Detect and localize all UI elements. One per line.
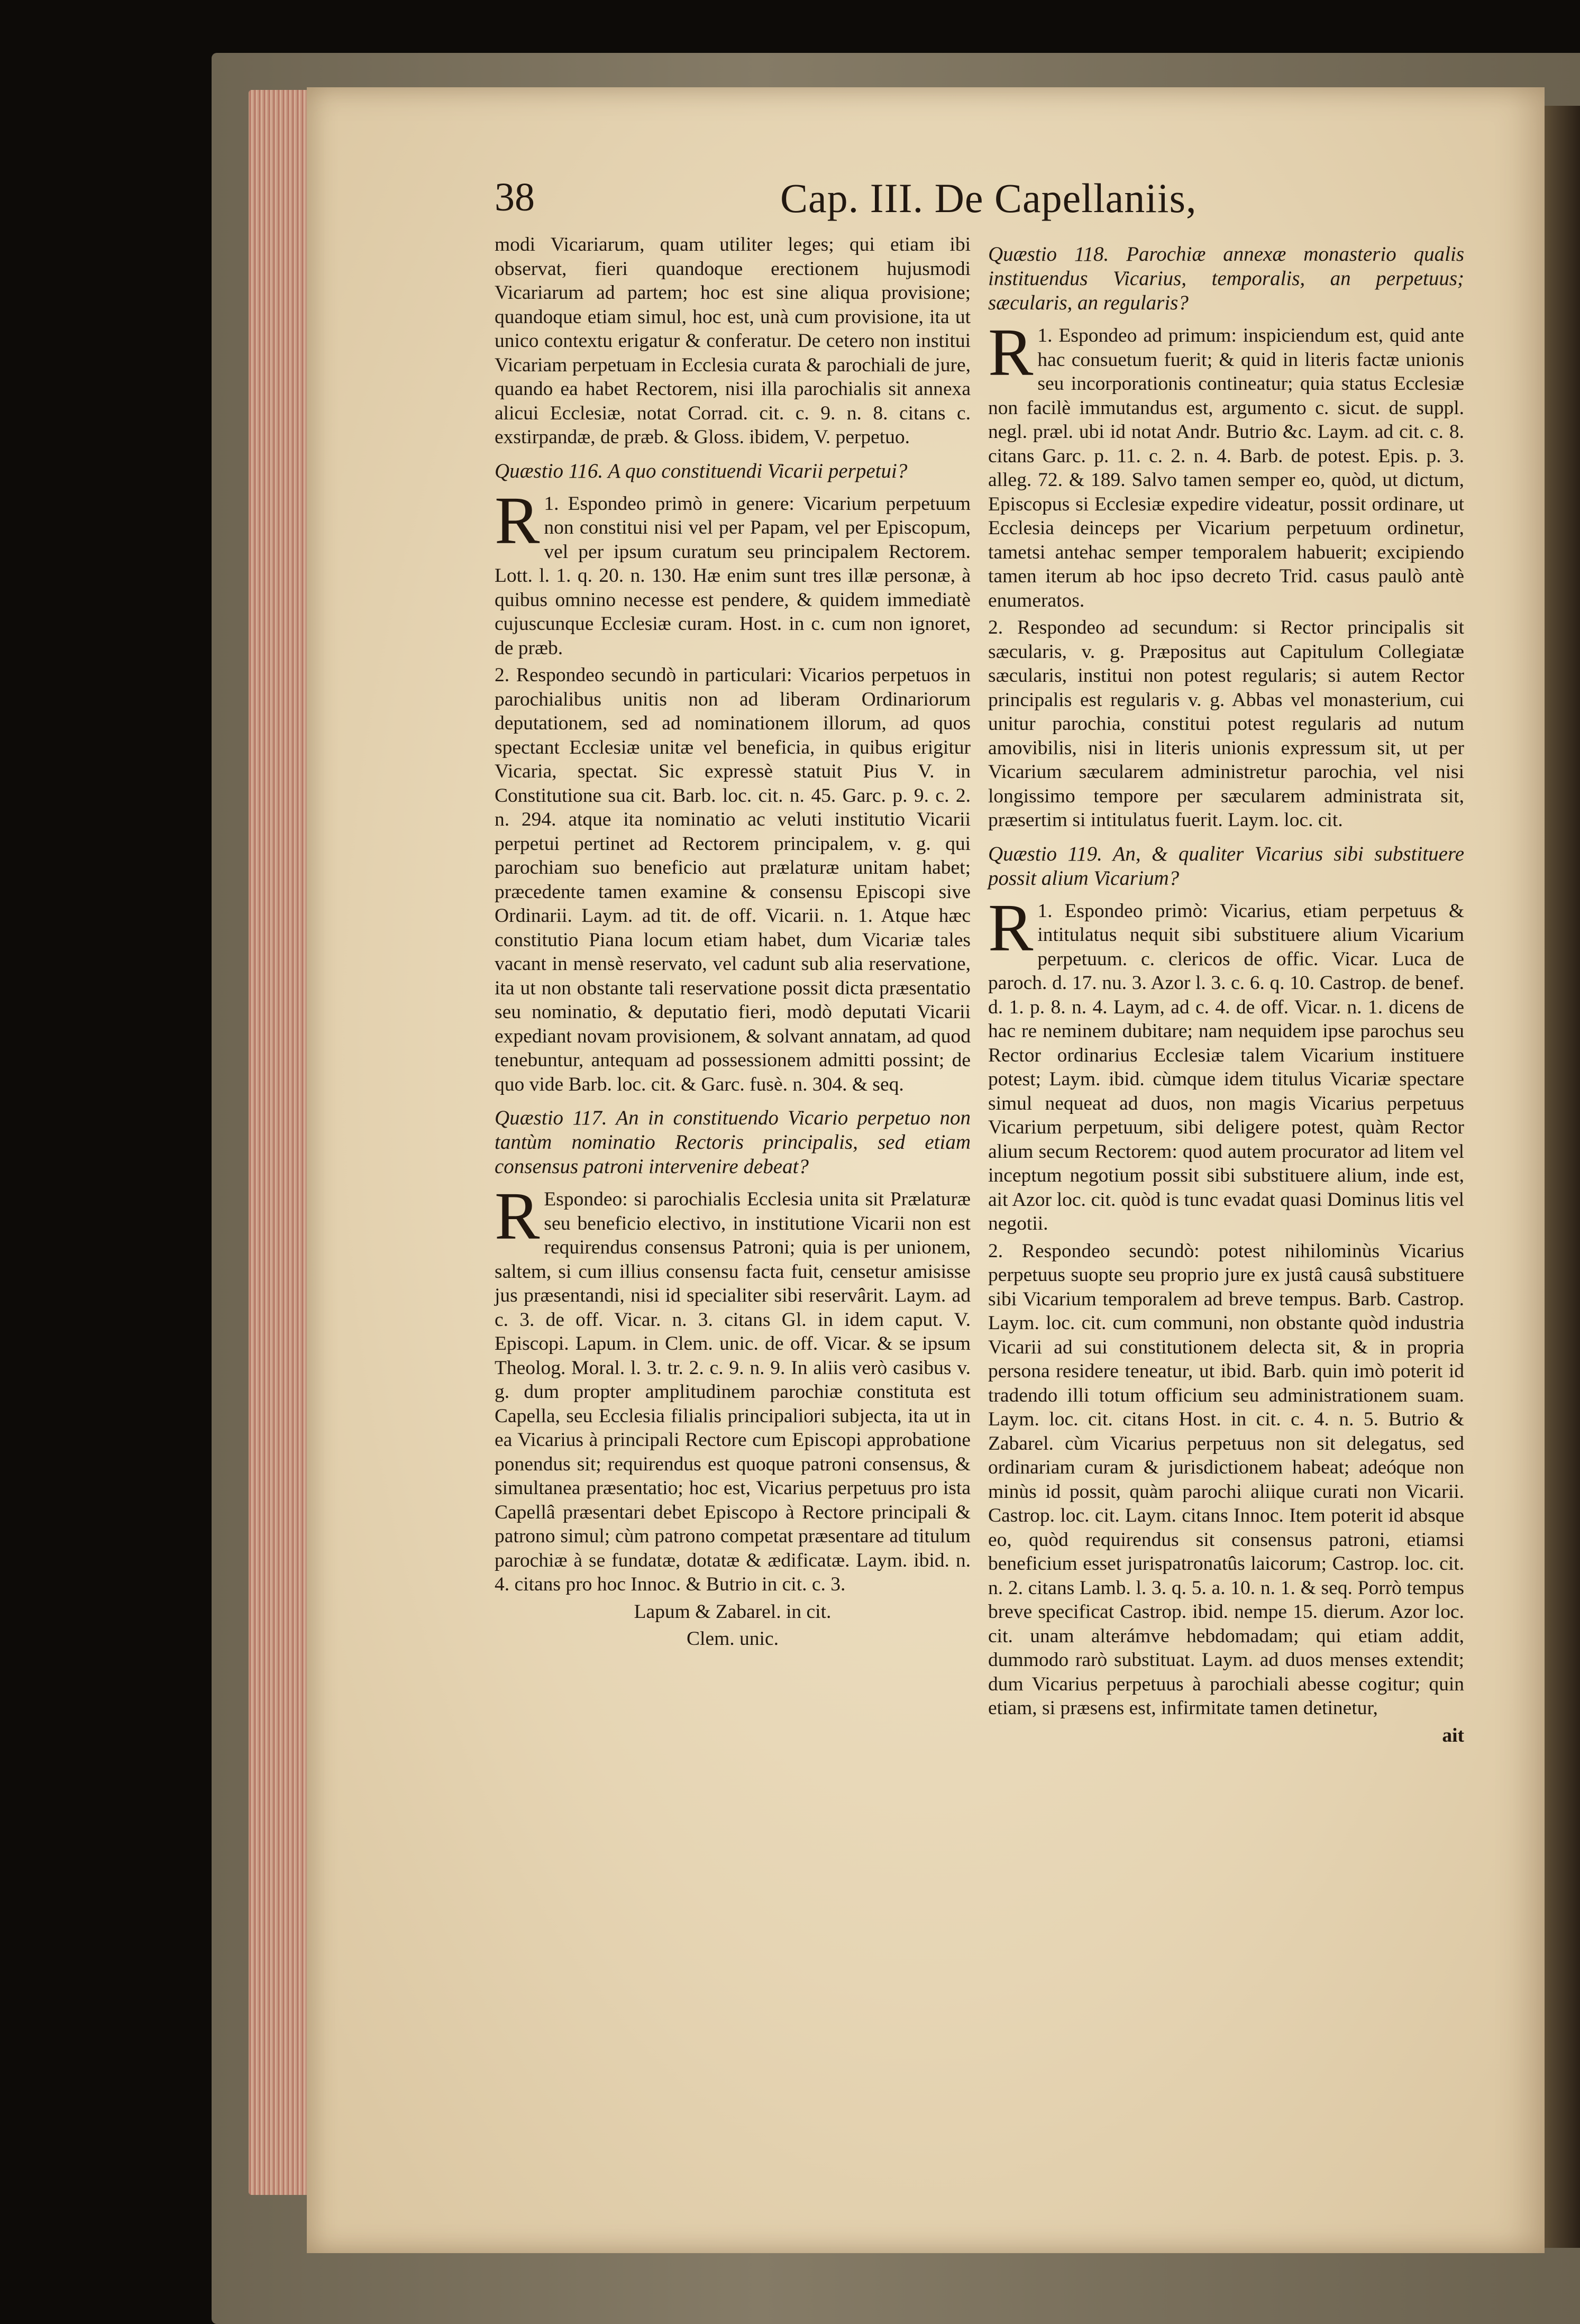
drop-capital: R xyxy=(988,890,1034,965)
question-text: An in constituendo Vicario perpetuo non tantùm nominatio Rectoris principalis, sed etiam consensus patroni intervenire debeat? xyxy=(495,1106,971,1178)
question-label: Quæstio 117. xyxy=(495,1106,607,1129)
running-head xyxy=(495,175,1515,233)
paragraph xyxy=(495,482,971,661)
paragraph-text: 2. Respondeo secundò: potest nihilominùs Vicarius perpetuus suopte seu proprio jure ex justâ causâ substituere sibi Vicarium temporalem ad breve tempus. Barb. Castrop. Laym. loc. cit. cum communi, non obstante quòd industria Vicarii ad sui constitutionem delecta sit, & in propria persona residere teneatur, ut ibid. Barb. quin imò poterit id tradendo illi totum officium seu administrationem suam. Laym. loc. cit. citans Host. in cit. c. 4. n. 5. Butrio & Zabarel. cùm Vicarius perpetuus non sit delegatus, sed ordinariam curam & jurisdictionem habeat; adeóque non minùs id possit, quàm parochi aliique curati non Vicarii. Castrop. loc. cit. Laym. citans Innoc. Item poterit id absque eo, quòd requirendus sit consensus patroni, etiamsi beneficium esset jurispatronatûs laicorum; Castrop. loc. cit. n. 2. citans Lamb. l. 3. q. 5. a. 10. n. 1. & seq. Porrò tempus breve specificat Castrop. ibid. nempe 15. dierum. Azor loc. cit. unam alterámve hebdomadam; qui etiam addit, dummodo rarò substituat. Laym. ad duos menses extendit; dum Vicarius perpetuus à parochiali abesse cogitur; quin etiam, si præsens est, infirmitate tamen detinetur, xyxy=(988,1240,1464,1719)
question-label: Quæstio 119. xyxy=(988,842,1102,865)
paragraph xyxy=(495,1178,971,1597)
question-text: Parochiæ annexæ monasterio qualis instituendus Vicarius, temporalis, an perpetuus; sæcularis, an regularis? xyxy=(988,243,1464,314)
paragraph-text: Espondeo: si parochialis Ecclesia unita sit Prælaturæ seu beneficio electivo, in institutione Vicarii non est requirendus consensus Patroni; quia is per unionem, saltem, si cum illius consensu facta fuit, censetur amisisse jus præsentandi, nisi id specialiter sibi reservârit. Laym. ad c. 3. de off. Vicar. n. 3. citans Gl. in idem caput. V. Episcopi. Lapum. in Clem. unic. de off. Vicar. & se ipsum Theolog. Moral. l. 3. tr. 2. c. 9. n. 9. In aliis verò casibus v. g. dum propter amplitudinem parochiæ constituta est Capella, seu Ecclesia filialis principaliori subjecta, ita ut in ea Vicarius à principali Rectore cum Episcopi approbatione ponendus sit; requirendus est quoque patroni consensus, & simultanea præsentatio; hoc est, Vicarius perpetuus pro ista Capellâ præsentari debet Episcopo à Rectore principali & patrono simul; cùm patrono competat præsentare ad titulum parochiæ à se fundatæ, dotatæ & ædificatæ. Laym. ibid. n. 4. citans pro hoc Innoc. & Butrio in cit. c. 3. xyxy=(495,1188,971,1595)
paragraph xyxy=(988,315,1464,612)
question-text: An, & qualiter Vicarius sibi substituere possit alium Vicarium? xyxy=(988,842,1465,890)
paragraph xyxy=(495,233,971,450)
paragraph-text: 2. Respondeo secundò in particulari: Vicarios perpetuos in parochialibus unitis non ad liberam Ordinariorum deputationem, sed ad nominationem illorum, ad quos spectant Ecclesiæ unitæ vel beneficia, in quibus erigitur Vicaria, spectat. Sic expressè statuit Pius V. in Constitutione sua cit. Barb. loc. cit. n. 45. Garc. p. 9. c. 2. n. 294. atque ita nominatio ac veluti institutio Vicarii perpetui pertinet ad Rectorem principalem, v. g. qui parochiam suo beneficio aut prælaturæ unitam habet; præcedente tamen examine & consensu Episcopi sive Ordinarii. Laym. ad tit. de off. Vicarii. n. 1. Atque hæc constitutio Piana locum etiam habet, dum Vicariæ tales vacant in mensè reservato, vel cadunt sub alia reservatione, ita ut non obstante tali reservatione possit dicta præsentatio seu nominatio, & deputatio fieri, modò deputati Vicarii expediant novam provisionem, & solvant annatam, ad quod tenebuntur, antequam ad possessionem admitti possint; de quo vide Barb. loc. cit. & Garc. fusè. n. 304. & seq. xyxy=(495,664,971,1095)
note-line: Lapum & Zabarel. in cit. xyxy=(634,1600,832,1623)
paragraph-text: 1. Espondeo ad primum: inspiciendum est, quid ante hac consuetum fuerit; & quid in literis factæ unionis seu incorporationis contineatur; quia status Ecclesiæ non facilè immutandus est, argumento c. sicut. de suppl. negl. præl. ubi id notat Andr. Butrio &c. Laym. ad cit. c. 8. citans Garc. p. 11. c. 2. n. 4. Barb. de potest. Epis. p. 3. alleg. 72. & 189. Salvo tamen semper eo, quòd, ut dictum, Episcopus si Ecclesiæ expedire videatur, possit ordinare, ut Ecclesia deinceps per Vicarium perpetuum ordinetur, tametsi antehac semper temporalem habuerit; excipiendo tamen iterum ab hoc ipso decreto Trid. casus paulò antè enumeratos. xyxy=(988,325,1464,611)
catchword: ait xyxy=(1442,1724,1464,1746)
drop-capital: R xyxy=(988,315,1034,390)
question-text: A quo constituendi Vicarii perpetui? xyxy=(608,459,908,482)
paragraph-text: 2. Respondeo ad secundum: si Rector principalis sit sæcularis, v. g. Præpositus aut Capitulum Collegiatæ sæcularis, institui non potest regularis; si autem Rector principalis est regularis v. g. Abbas vel monasterium, cui unitur parochia, constitui potest regularis ad nutum amovibilis, nisi in literis unionis expressum sit, ut per Vicarium sæcularem administretur parochia, vel nisi longissimo tempore per sæcularem administrata sit, præsertim si intitulatus fuerit. Laym. loc. cit. xyxy=(988,617,1464,831)
running-title: Cap. III. De Capellaniis, xyxy=(780,175,1197,221)
question-heading xyxy=(495,1106,971,1179)
note-line: Clem. unic. xyxy=(687,1628,779,1650)
page-edges xyxy=(249,90,307,2195)
question-heading xyxy=(988,242,1464,315)
drop-capital: R xyxy=(495,1178,540,1254)
paragraph-text: 1. Espondeo primò in genere: Vicarium perpetuum non constitui nisi vel per Papam, vel per Episcopum, vel per ipsum curatum seu principalem Rectorem. Lott. l. 1. q. 20. n. 130. Hæ enim sunt tres illæ personæ, à quibus omnino necesse est pendere, & quidem immediatè cujuscunque Ecclesiæ curam. Host. in c. cum non ignoret, de præb. xyxy=(495,492,971,659)
paragraph-text: 1. Espondeo primò: Vicarius, etiam perpetuus & intitulatus nequit sibi substituere alium Vicarium perpetuum. c. clericos de offic. Vicar. Luca de paroch. d. 17. nu. 3. Azor l. 3. c. 6. q. 10. Castrop. de benef. d. 1. p. 8. n. 4. Laym, ad c. 4. de off. Vicar. n. 1. dicens de hac re neminem dubitare; nam nequidem ipse parochus seu Rector ordinarius Ecclesiæ talem Vicarium instituere potest; Laym. ibid. cùmque idem titulus Vicariæ spectare simul nequeat ad duos, non magis Vicarius perpetuus Vicarium perpetuum, sibi deligere potest, quàm Rector alium secum Rectorem: quod autem procurator ad litem vel inceptum negotium possit sibi substituere alium, inde est, ait Azor loc. cit. quòd is tunc evadat quasi Dominus litis vel negotii. xyxy=(988,900,1464,1234)
page-number: 38 xyxy=(495,175,535,219)
question-label: Quæstio 118. xyxy=(988,243,1109,266)
paragraph xyxy=(988,616,1464,832)
paragraph xyxy=(988,1239,1464,1721)
right-column xyxy=(988,233,1464,1751)
paragraph-text: modi Vicariarum, quam utiliter leges; qui etiam ibi observat, fieri quandoque erectionem hujusmodi Vicariarum ad partem; hoc est sine aliqua provisione; quandoque etiam simul, hoc est, unà cum provisione, ita ut unico contextu erigatur & conferatur. De cetero non institui Vicariam perpetuam in Ecclesia curata & parochiali de jure, quando ea habet Rectorem, nisi illa parochialis sit annexa alicui Ecclesiæ, notat Corrad. cit. c. 9. n. 8. citans c. exstirpandæ, de præb. & Gloss. ibidem, V. perpetuo. xyxy=(495,234,971,448)
left-column xyxy=(495,233,971,1654)
question-heading xyxy=(988,842,1464,891)
paragraph xyxy=(495,663,971,1096)
facing-page-edge xyxy=(1545,106,1580,2248)
drop-capital: R xyxy=(495,482,540,558)
question-label: Quæstio 116. xyxy=(495,459,604,482)
paragraph xyxy=(988,890,1464,1236)
question-heading xyxy=(495,459,971,483)
